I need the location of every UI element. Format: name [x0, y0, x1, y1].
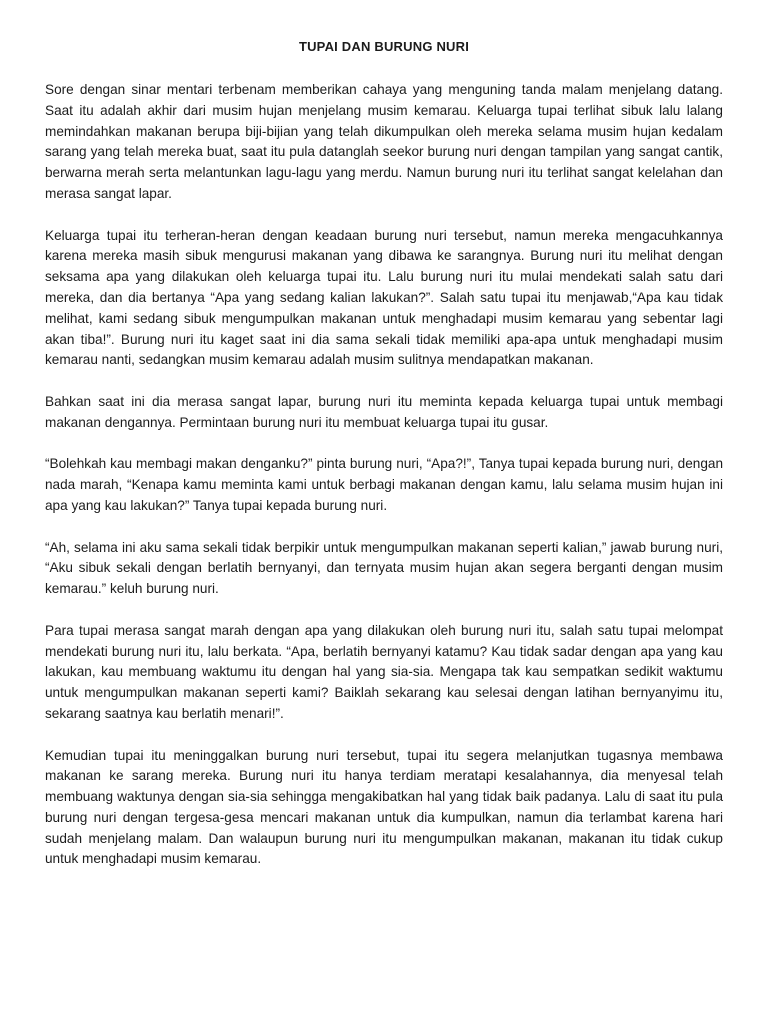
paragraph-2: Keluarga tupai itu terheran-heran dengan keadaan burung nuri tersebut, namun mereka mengacuhkannya karena mereka masih sibuk mengurusi makanan yang dibawa ke sarangnya. Burung nuri itu melihat dengan seksama apa yang dilakukan oleh keluarga tupai itu. Lalu burung nuri itu mulai mendekati salah satu dari mereka, dan dia bertanya “Apa yang sedang kalian lakukan?”. Salah satu tupai itu menjawab,“Apa kau tidak melihat, kami sedang sibuk mengumpulkan makanan untuk menghadapi musim kemarau yang sebentar lagi akan tiba!”. Burung nuri itu kaget saat ini dia sama sekali tidak memiliki apa-apa untuk menghadapi musim kemarau nanti, sedangkan musim kemarau adalah musim sulitnya mendapatkan makanan.: [45, 227, 723, 368]
paragraph-4: “Bolehkah kau membagi makan denganku?” pinta burung nuri, “Apa?!”, Tanya tupai kepada burung nuri, dengan nada marah, “Kenapa kamu meminta kami untuk berbagi makanan dengan kamu, lalu selama musim hujan ini apa yang kau lakukan?” Tanya tupai kepada burung nuri.: [45, 456, 723, 513]
paragraph-5: “Ah, selama ini aku sama sekali tidak berpikir untuk mengumpulkan makanan seperti kalian,” jawab burung nuri, “Aku sibuk sekali dengan berlatih bernyanyi, dan ternyata musim hujan akan segera berganti dengan musim kemarau.” keluh burung nuri.: [45, 539, 723, 597]
paragraph-3: Bahkan saat ini dia merasa sangat lapar, burung nuri itu meminta kepada keluarga tupai untuk membagi makanan dengannya. Permintaan burung nuri itu membuat keluarga tupai itu gusar.: [45, 393, 723, 430]
paragraph-6: Para tupai merasa sangat marah dengan apa yang dilakukan oleh burung nuri itu, salah satu tupai melompat mendekati burung nuri itu, lalu berkata. “Apa, berlatih bernyanyi katamu? Kau tidak sadar dengan apa yang kau lakukan, kau membuang waktumu itu dengan hal yang sia-sia. Mengapa tak kau sempatkan sedikit waktumu untuk mengumpulkan makanan seperti kami? Baiklah sekarang kau selesai dengan latihan bernyanyimu itu, sekarang saatnya kau berlatih menari!”.: [45, 622, 723, 721]
paragraph-1: Sore dengan sinar mentari terbenam memberikan cahaya yang menguning tanda malam menjelang datang. Saat itu adalah akhir dari musim hujan menjelang musim kemarau. Keluarga tupai terlihat sibuk lalu lalang memindahkan makanan berupa biji-bijian yang telah dikumpulkan oleh mereka selama musim hujan kedalam sarang yang telah mereka buat, saat itu pula datanglah seekor burung nuri dengan tampilan yang sangat cantik, berwarna merah serta melantunkan lagu-lagu yang merdu. Namun burung nuri itu terlihat sangat kelelahan dan merasa sangat lapar.: [45, 82, 723, 201]
paragraph-7: Kemudian tupai itu meninggalkan burung nuri tersebut, tupai itu segera melanjutkan tugasnya membawa makanan ke sarang mereka. Burung nuri itu hanya terdiam meratapi kesalahannya, dia menyesal telah membuang waktunya dengan sia-sia sehingga mengakibatkan hal yang tidak baik padanya. Lalu di saat itu pula burung nuri dengan tergesa-gesa mencari makanan untuk dia kumpulkan, namun dia terlambat karena hari sudah menjelang malam. Dan walaupun burung nuri itu mengumpulkan makanan, makanan itu tidak cukup untuk menghadapi musim kemarau.: [45, 747, 723, 867]
document-title: TUPAI DAN BURUNG NURI: [298, 39, 470, 54]
